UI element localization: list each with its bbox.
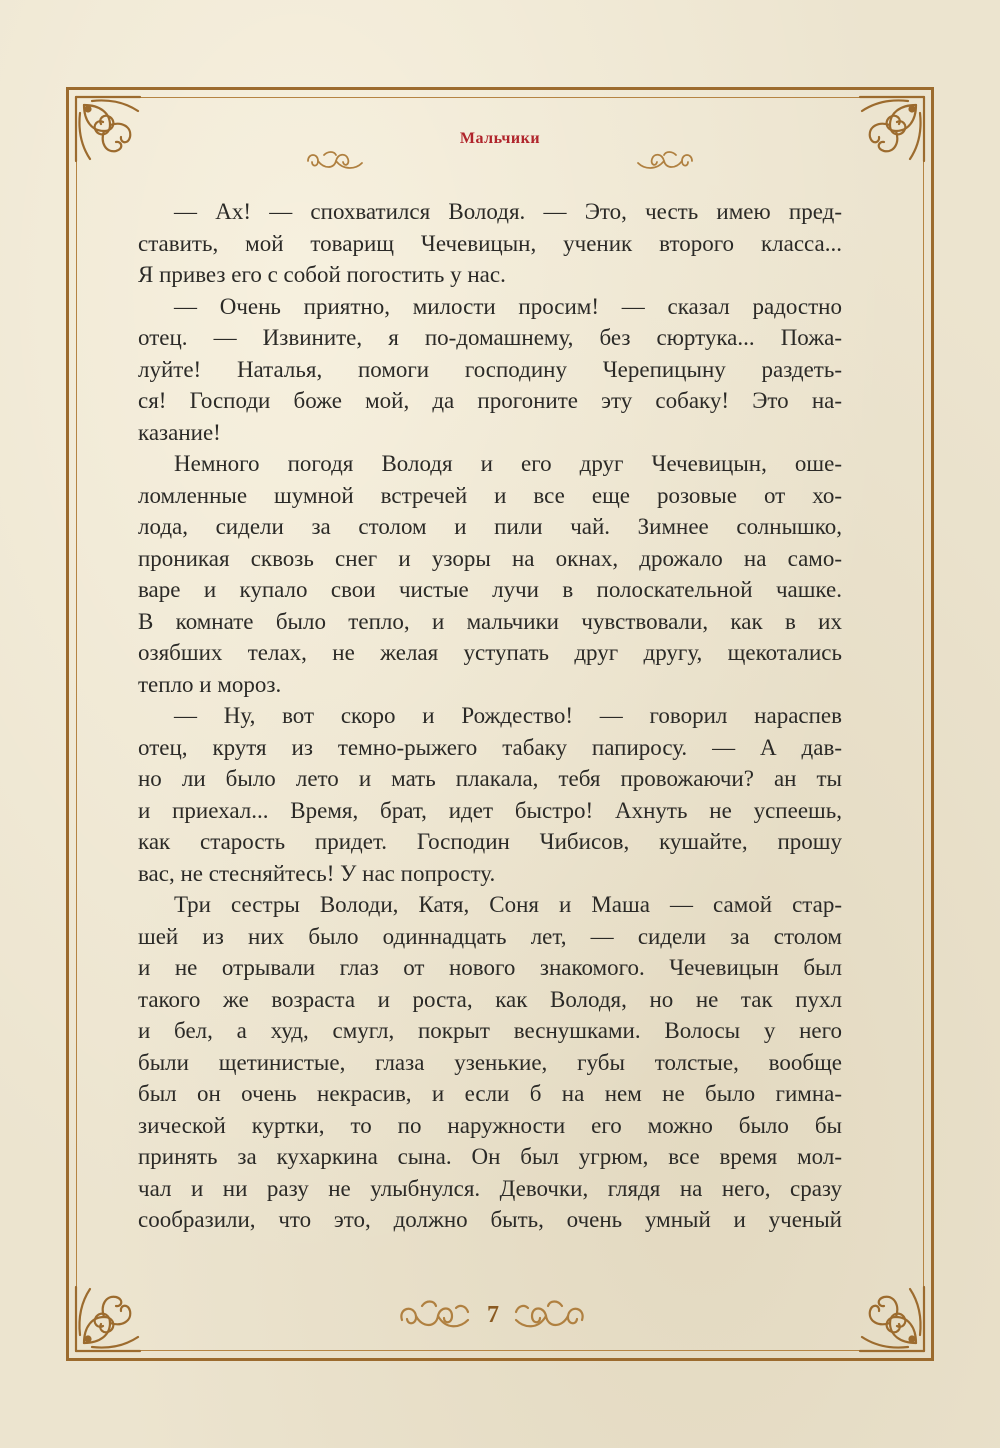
corner-ornament-icon (840, 1267, 930, 1357)
text-line: ломленные шумной встречей и все еще розовые от хо- (138, 482, 842, 508)
text-line: принять за кухаркина сына. Он был угрюм, все время мол- (138, 1144, 842, 1169)
text-line: — Очень приятно, милости просим! — сказал радостно (174, 293, 842, 319)
corner-ornament-icon (70, 1267, 160, 1357)
text-line: был он очень некрасив, и если б на нем не было гимна- (138, 1081, 842, 1106)
swirl-ornament-icon (636, 147, 696, 175)
text-line: луйте! Наталья, помоги господину Черепицыну раздеть- (138, 356, 842, 382)
text-line: казание! (138, 419, 221, 445)
text-line: отец. — Извините, я по-домашнему, без сюртука... Пожа- (138, 325, 842, 350)
footer-swirl-ornament-icon (396, 1294, 472, 1338)
text-line: лода, сидели за столом и пили чай. Зимнее солнышко, (138, 514, 842, 539)
text-line: и не отрывали глаз от нового знакомого. Чечевицын был (138, 955, 842, 980)
text-line: проникая сквозь снег и узоры на окнах, дрожало на само- (138, 545, 842, 571)
page-number: 7 (487, 1302, 499, 1328)
text-line: тепло и мороз. (138, 671, 282, 697)
swirl-ornament-icon (304, 147, 364, 175)
text-line: шей из них было одиннадцать лет, — сидели за столом (138, 923, 842, 949)
text-line: озябших телах, не желая уступать друг другу, щекотались (138, 640, 842, 665)
text-line: сообразили, что это, должно быть, очень умный и ученый (138, 1207, 842, 1232)
running-head: Мальчики (459, 130, 541, 147)
text-line: но ли было лето и мать плакала, тебя провожаючи? ан ты (138, 766, 842, 791)
text-line: и приехал... Время, брат, идет быстро! Ахнуть не успеешь, (138, 797, 842, 823)
text-line: В комнате было тепло, и мальчики чувствовали, как в их (138, 608, 842, 634)
text-line: такого же возраста и роста, как Володя, но не так пухл (138, 986, 842, 1012)
footer-swirl-ornament-icon (512, 1294, 588, 1338)
text-line: были щетинистые, глаза узенькие, губы толстые, вообще (138, 1049, 842, 1075)
text-line: — Ах! — спохватился Володя. — Это, честь имею пред- (174, 199, 842, 224)
text-line: зической куртки, то по наружности его можно было бы (138, 1112, 842, 1138)
text-line: Я привез его с собой погостить у нас. (138, 262, 506, 287)
text-line: вас, не стесняйтесь! У нас попросту. (138, 860, 496, 886)
text-line: Три сестры Володи, Катя, Соня и Маша — самой стар- (174, 892, 842, 917)
text-line: и бел, а худ, смугл, покрыт веснушками. Волосы у него (138, 1018, 842, 1043)
text-line: отец, крутя из темно-рыжего табаку папиросу. — А дав- (138, 734, 842, 760)
text-line: как старость придет. Господин Чибисов, кушайте, прошу (138, 829, 842, 854)
text-line: Немного погодя Володя и его друг Чечевицын, оше- (174, 451, 842, 476)
text-line: чал и ни разу не улыбнулся. Девочки, глядя на него, сразу (138, 1175, 842, 1201)
body-text (138, 196, 842, 1236)
text-line: ставить, мой товарищ Чечевицын, ученик второго класса... (138, 230, 842, 256)
text-line: ся! Господи боже мой, да прогоните эту собаку! Это на- (138, 388, 842, 413)
text-line: варе и купало свои чистые лучи в полоскательной чашке. (138, 577, 842, 602)
text-line: — Ну, вот скоро и Рождество! — говорил нараспев (174, 703, 842, 728)
